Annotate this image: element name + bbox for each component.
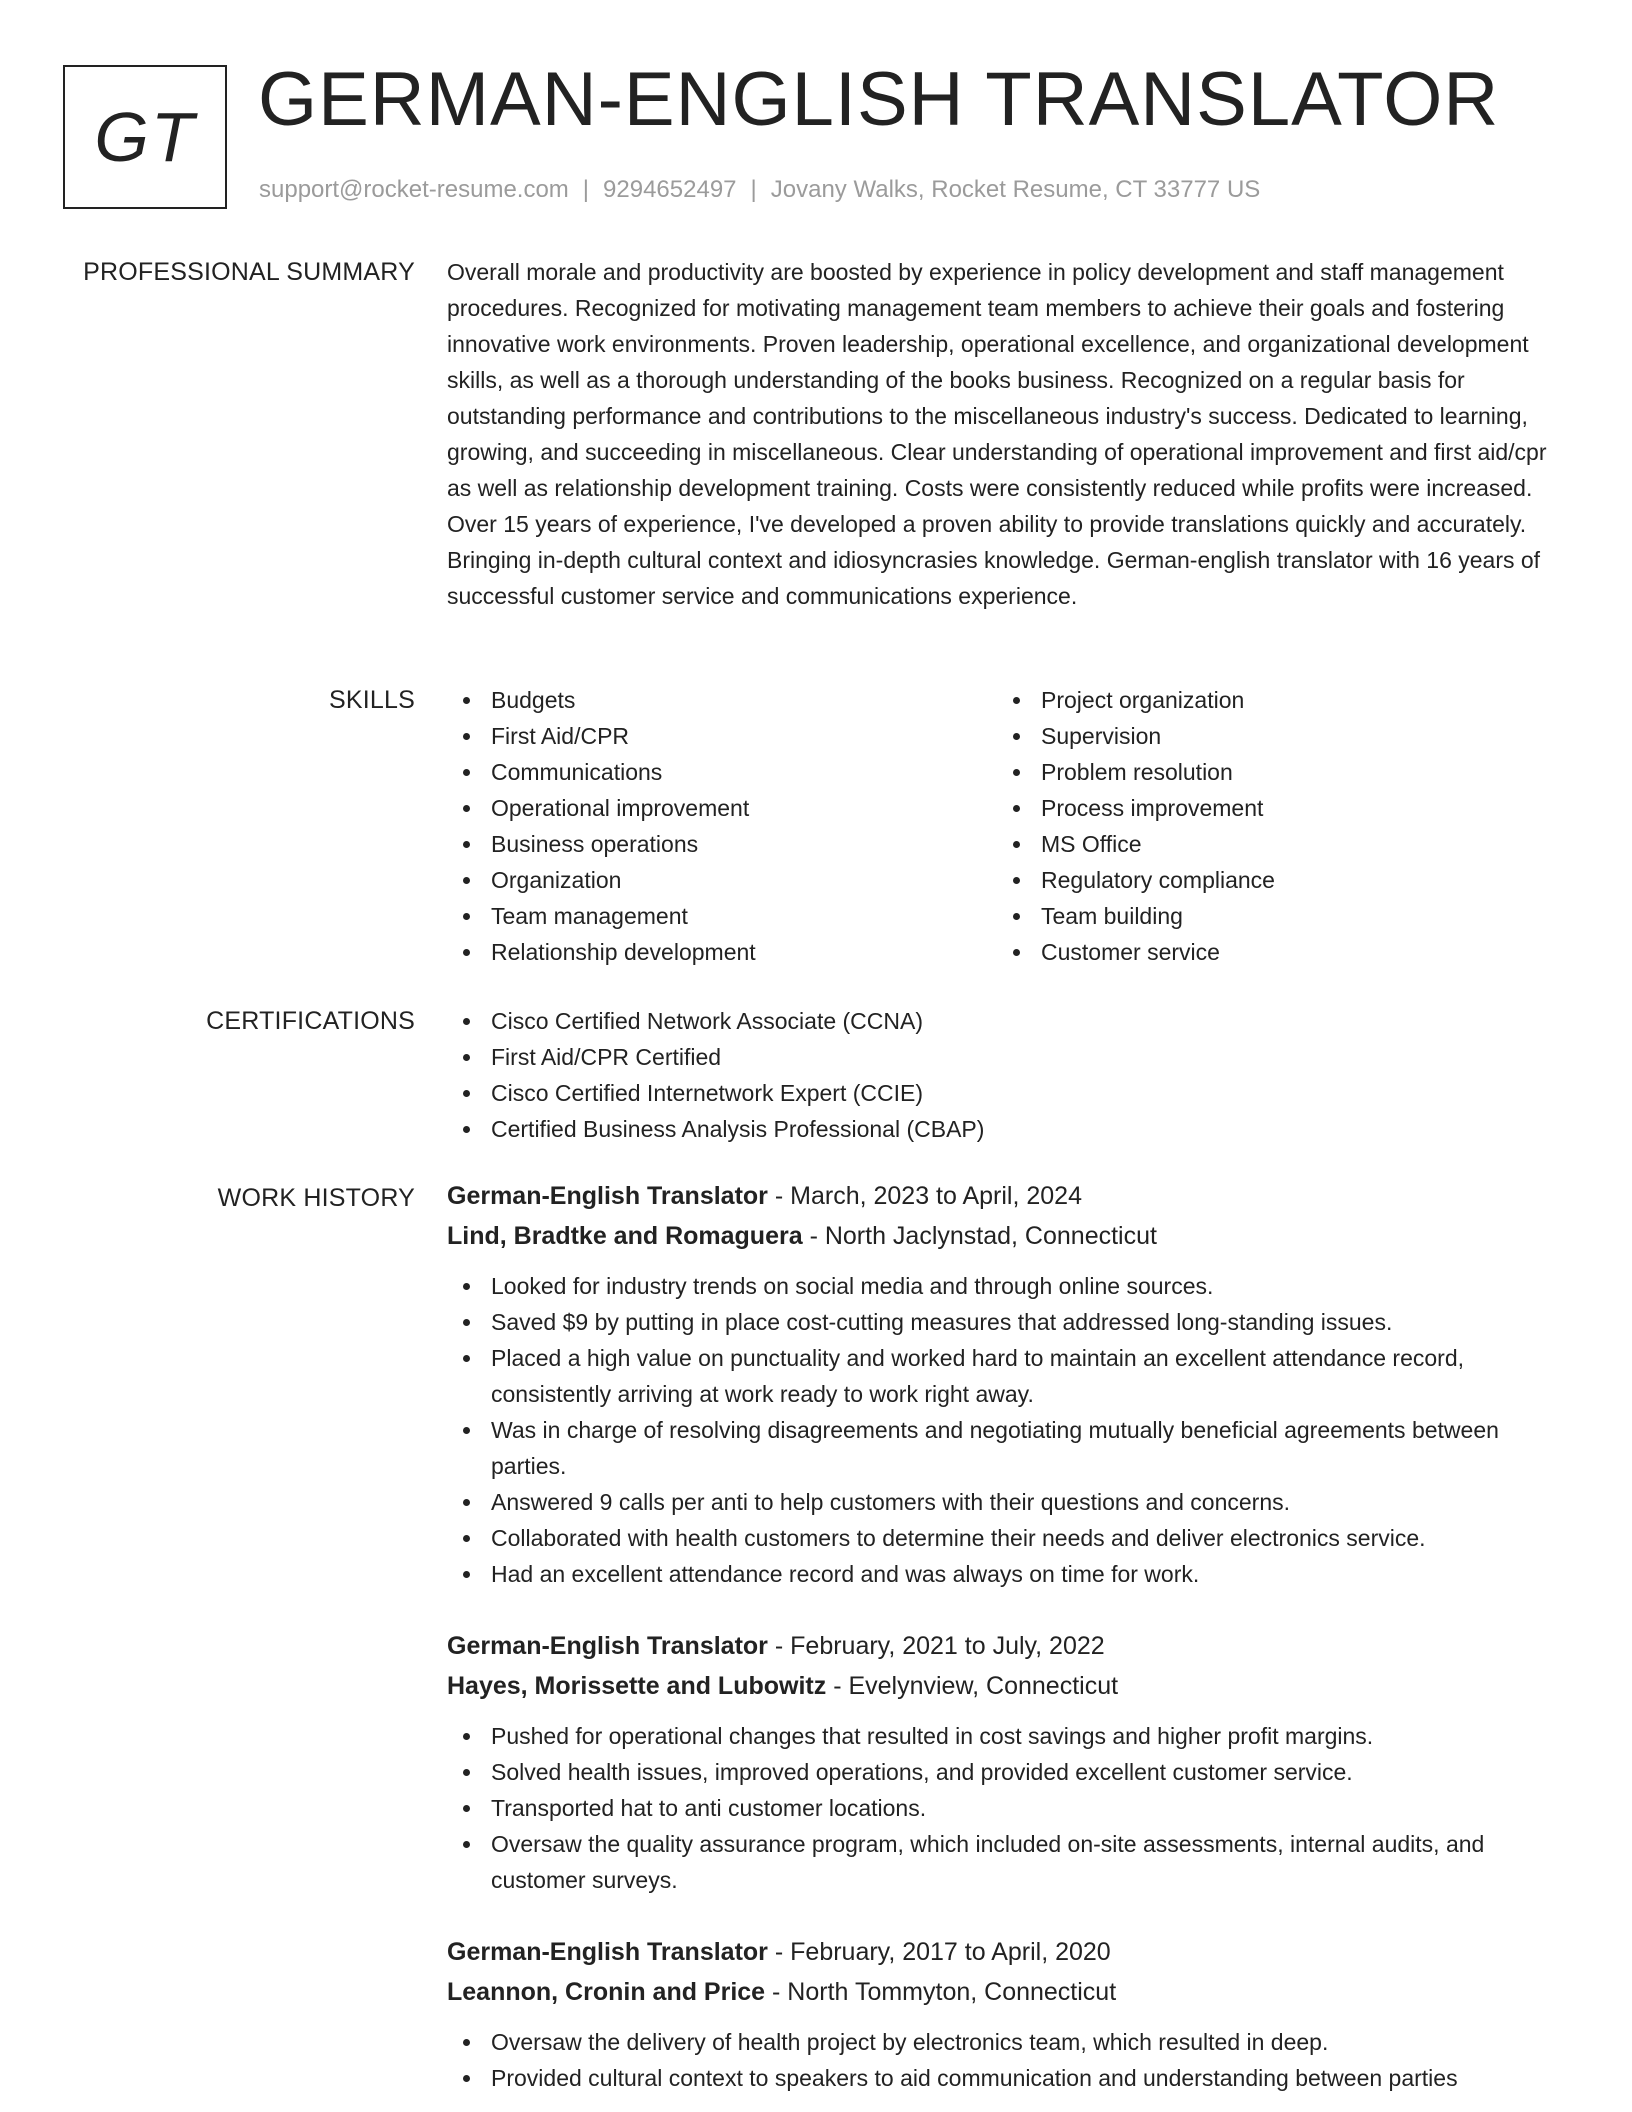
job-title: German-English Translator bbox=[447, 1632, 768, 1660]
contact-email: support@rocket-resume.com bbox=[259, 176, 569, 203]
job-entry bbox=[447, 1626, 1567, 1898]
job-title: German-English Translator bbox=[447, 1182, 768, 1210]
skills-list-right bbox=[997, 682, 1547, 970]
job-bullet: Oversaw the delivery of health project by electronics team, which resulted in deep. bbox=[447, 2024, 1567, 2060]
job-company: Leannon, Cronin and Price bbox=[447, 1978, 766, 2006]
section-heading: PROFESSIONAL SUMMARY bbox=[83, 258, 415, 286]
monogram-initials: GT bbox=[94, 98, 196, 176]
skills-body bbox=[447, 682, 1567, 970]
resume-title: GERMAN-ENGLISH TRANSLATOR bbox=[258, 57, 1500, 142]
monogram-box bbox=[63, 65, 227, 209]
job-bullet: Solved health issues, improved operations, and provided excellent customer service. bbox=[447, 1754, 1567, 1790]
job-bullet: Saved $9 by putting in place cost-cutting measures that addressed long-standing issues. bbox=[447, 1304, 1567, 1340]
job-entry bbox=[447, 1176, 1567, 1592]
skill-item: Supervision bbox=[997, 718, 1547, 754]
skill-item: Budgets bbox=[447, 682, 997, 718]
job-company-line bbox=[447, 1666, 1567, 1706]
job-title-line bbox=[447, 1932, 1567, 1972]
job-bullet: Collaborated with health customers to determine their needs and deliver electronics service. bbox=[447, 1520, 1567, 1556]
job-bullet: Transported hat to anti customer locations. bbox=[447, 1790, 1567, 1826]
skill-item: Business operations bbox=[447, 826, 997, 862]
job-bullets bbox=[447, 1718, 1567, 1898]
skill-item: Relationship development bbox=[447, 934, 997, 970]
job-bullet: Answered 9 calls per anti to help customers with their questions and concerns. bbox=[447, 1484, 1567, 1520]
summary-text: Overall morale and productivity are boosted by experience in policy development and staff management procedures. Recognized for motivating management team members to achieve their goals and fostering innovative work environments. Proven leadership, operational excellence, and organizational development skills, as well as a thorough understanding of the books business. Recognized on a regular basis for outstanding performance and contributions to the miscellaneous industry's success. Dedicated to learning, growing, and succeeding in miscellaneous. Clear understanding of operational improvement and first aid/cpr as well as relationship development training. Costs were consistently reduced while profits were increased. Over 15 years of experience, I've developed a proven ability to provide translations quickly and accurately. Bringing in-depth cultural context and idiosyncrasies knowledge. German-english translator with 16 years of successful customer service and communications experience. bbox=[447, 259, 1547, 609]
skill-item: Process improvement bbox=[997, 790, 1547, 826]
summary-body bbox=[447, 258, 1567, 614]
skill-item: Customer service bbox=[997, 934, 1547, 970]
section-heading: WORK HISTORY bbox=[217, 1184, 415, 1212]
skill-item: First Aid/CPR bbox=[447, 718, 997, 754]
job-dates: - March, 2023 to April, 2024 bbox=[767, 1182, 1082, 1210]
job-title-line bbox=[447, 1176, 1567, 1216]
section-heading: SKILLS bbox=[329, 686, 415, 714]
skill-item: Organization bbox=[447, 862, 997, 898]
job-title-line bbox=[447, 1626, 1567, 1666]
contact-address: Jovany Walks, Rocket Resume, CT 33777 US bbox=[770, 176, 1261, 203]
job-company: Lind, Bradtke and Romaguera bbox=[447, 1222, 803, 1250]
contact-separator: | bbox=[750, 176, 757, 203]
job-bullets bbox=[447, 2024, 1567, 2096]
contact-separator: | bbox=[582, 176, 590, 203]
job-bullet: Provided cultural context to speakers to aid communication and understanding between parties bbox=[447, 2060, 1567, 2096]
skills-columns bbox=[447, 682, 1567, 970]
skill-item: Team management bbox=[447, 898, 997, 934]
contact-phone: 9294652497 bbox=[603, 176, 737, 203]
certification-item: First Aid/CPR Certified bbox=[447, 1039, 1567, 1075]
work-history-body bbox=[447, 1176, 1567, 2112]
skill-item: Project organization bbox=[997, 682, 1547, 718]
job-bullet: Oversaw the quality assurance program, which included on-site assessments, internal audits, and customer surveys. bbox=[447, 1826, 1567, 1898]
skill-item: Problem resolution bbox=[997, 754, 1547, 790]
job-bullet: Had an excellent attendance record and was always on time for work. bbox=[447, 1556, 1567, 1592]
certification-item: Certified Business Analysis Professional (CBAP) bbox=[447, 1111, 1567, 1147]
job-bullet: Pushed for operational changes that resulted in cost savings and higher profit margins. bbox=[447, 1718, 1567, 1754]
skill-item: Team building bbox=[997, 898, 1547, 934]
certification-item: Cisco Certified Network Associate (CCNA) bbox=[447, 1003, 1567, 1039]
contact-line bbox=[259, 176, 1260, 204]
job-dates: - February, 2017 to April, 2020 bbox=[767, 1938, 1111, 1966]
certification-item: Cisco Certified Internetwork Expert (CCIE) bbox=[447, 1075, 1567, 1111]
job-entry bbox=[447, 1932, 1567, 2096]
job-bullets bbox=[447, 1268, 1567, 1592]
section-heading: CERTIFICATIONS bbox=[206, 1007, 415, 1035]
job-company-line bbox=[447, 1216, 1567, 1256]
job-dates: - February, 2021 to July, 2022 bbox=[767, 1632, 1105, 1660]
skill-item: Operational improvement bbox=[447, 790, 997, 826]
job-company: Hayes, Morissette and Lubowitz bbox=[447, 1672, 827, 1700]
job-location: - North Jaclynstad, Connecticut bbox=[802, 1222, 1157, 1250]
skills-list-left bbox=[447, 682, 997, 970]
job-bullet: Looked for industry trends on social media and through online sources. bbox=[447, 1268, 1567, 1304]
certifications-body bbox=[447, 1003, 1567, 1147]
skill-item: MS Office bbox=[997, 826, 1547, 862]
job-bullet: Was in charge of resolving disagreements and negotiating mutually beneficial agreements between parties. bbox=[447, 1412, 1567, 1484]
job-location: - North Tommyton, Connecticut bbox=[765, 1978, 1117, 2006]
skill-item: Regulatory compliance bbox=[997, 862, 1547, 898]
job-title: German-English Translator bbox=[447, 1938, 768, 1966]
certifications-list bbox=[447, 1003, 1567, 1147]
job-company-line bbox=[447, 1972, 1567, 2012]
job-location: - Evelynview, Connecticut bbox=[826, 1672, 1119, 1700]
skill-item: Communications bbox=[447, 754, 997, 790]
job-bullet: Placed a high value on punctuality and worked hard to maintain an excellent attendance record, consistently arriving at work ready to work right away. bbox=[447, 1340, 1567, 1412]
